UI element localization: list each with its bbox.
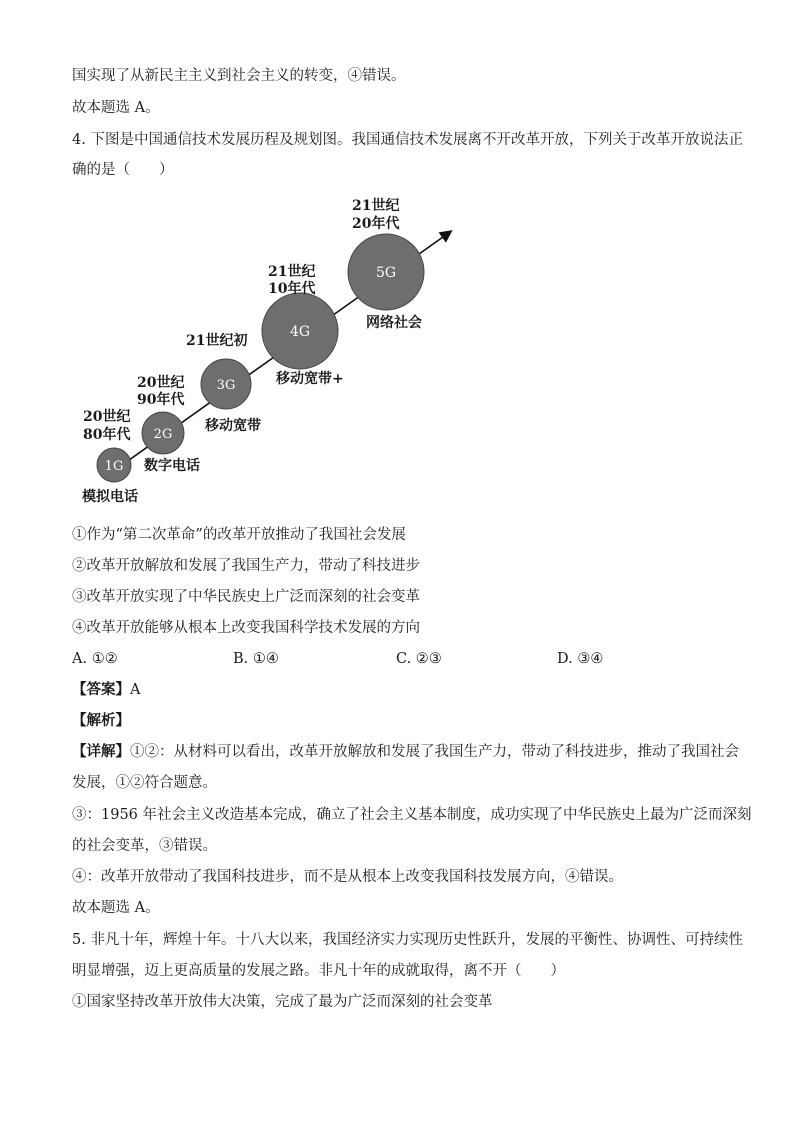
option-a: A. ①②	[72, 651, 118, 667]
option-c: C. ②③	[396, 651, 442, 667]
detail-1	[72, 742, 739, 762]
node-1g-label: 1G	[104, 459, 124, 474]
statement-1: ①作为“第二次革命”的改革开放推动了我国社会发展	[72, 527, 406, 543]
node-2g-era2: 80年代	[83, 427, 131, 443]
question-5-stem: 5. 非凡十年，辉煌十年。十八大以来，我国经济实力实现历史性跃升，发展的平衡性、协调性、可持续性	[72, 932, 743, 948]
node-2g-desc: 数字电话	[144, 458, 200, 474]
answer-line	[72, 680, 140, 700]
statement-4: ④改革开放能够从根本上改变我国科学技术发展的方向	[72, 620, 420, 636]
text-line: 国实现了从新民主主义到社会主义的转变，④错误。	[72, 68, 406, 84]
node-4g-label: 4G	[289, 324, 311, 340]
detail-3: ④：改革开放带动了我国科技进步，而不是从根本上改变我国科技发展方向，④错误。	[72, 869, 623, 885]
node-2g-label: 2G	[153, 427, 173, 442]
node-3g-label: 3G	[216, 378, 236, 393]
node-3g-desc: 移动宽带	[205, 418, 261, 434]
detail-2: ③：1956 年社会主义改造基本完成，确立了社会主义基本制度，成功实现了中华民族史上最为广泛而深刻	[72, 807, 752, 823]
question-4-stem: 4. 下图是中国通信技术发展历程及规划图。我国通信技术发展离不开改革开放，下列关于改革开放说法正	[72, 132, 743, 148]
node-5g-era2: 10年代	[268, 281, 316, 297]
top-era2: 20年代	[352, 216, 400, 232]
communication-tech-diagram	[60, 190, 480, 510]
detail-1-text: ①②：从材料可以看出，改革开放解放和发展了我国生产力，带动了科技进步，推动了我国社会	[130, 744, 739, 760]
node-3g-era: 20世纪	[137, 375, 185, 391]
analysis-tag: 【解析】	[72, 712, 130, 729]
detail-2-cont: 的社会变革，③错误。	[72, 838, 217, 854]
node-5g-desc: 网络社会	[366, 315, 422, 331]
text-line: 故本题选 A。	[72, 100, 160, 116]
node-4g-era: 21世纪初	[186, 333, 248, 349]
option-b: B. ①④	[233, 651, 279, 667]
node-4g-desc: 移动宽带+	[276, 371, 344, 387]
detail-tag: 【详解】	[72, 743, 130, 760]
statement-3: ③改革开放实现了中华民族史上广泛而深刻的社会变革	[72, 589, 420, 605]
detail-1-cont: 发展，①②符合题意。	[72, 775, 217, 791]
detail-4: 故本题选 A。	[72, 900, 160, 916]
node-5g-label: 5G	[375, 265, 397, 281]
node-1g-desc: 模拟电话	[82, 489, 138, 505]
answer-tag: 【答案】	[72, 681, 130, 698]
node-2g-era: 20世纪	[83, 409, 131, 425]
statement-2: ②改革开放解放和发展了我国生产力，带动了科技进步	[72, 558, 420, 574]
node-3g-era2: 90年代	[137, 392, 185, 408]
top-era: 21世纪	[352, 198, 400, 214]
option-d: D. ③④	[557, 651, 604, 667]
answer-value: A	[130, 682, 141, 698]
node-5g-era: 21世纪	[268, 264, 316, 280]
question-5-statement-1: ①国家坚持改革开放伟大决策，完成了最为广泛而深刻的社会变革	[72, 994, 493, 1010]
question-5-stem-cont: 明显增强，迈上更高质量的发展之路。非凡十年的成就取得，离不开（ ）	[72, 963, 565, 979]
question-4-stem-cont: 确的是（ ）	[72, 162, 174, 178]
